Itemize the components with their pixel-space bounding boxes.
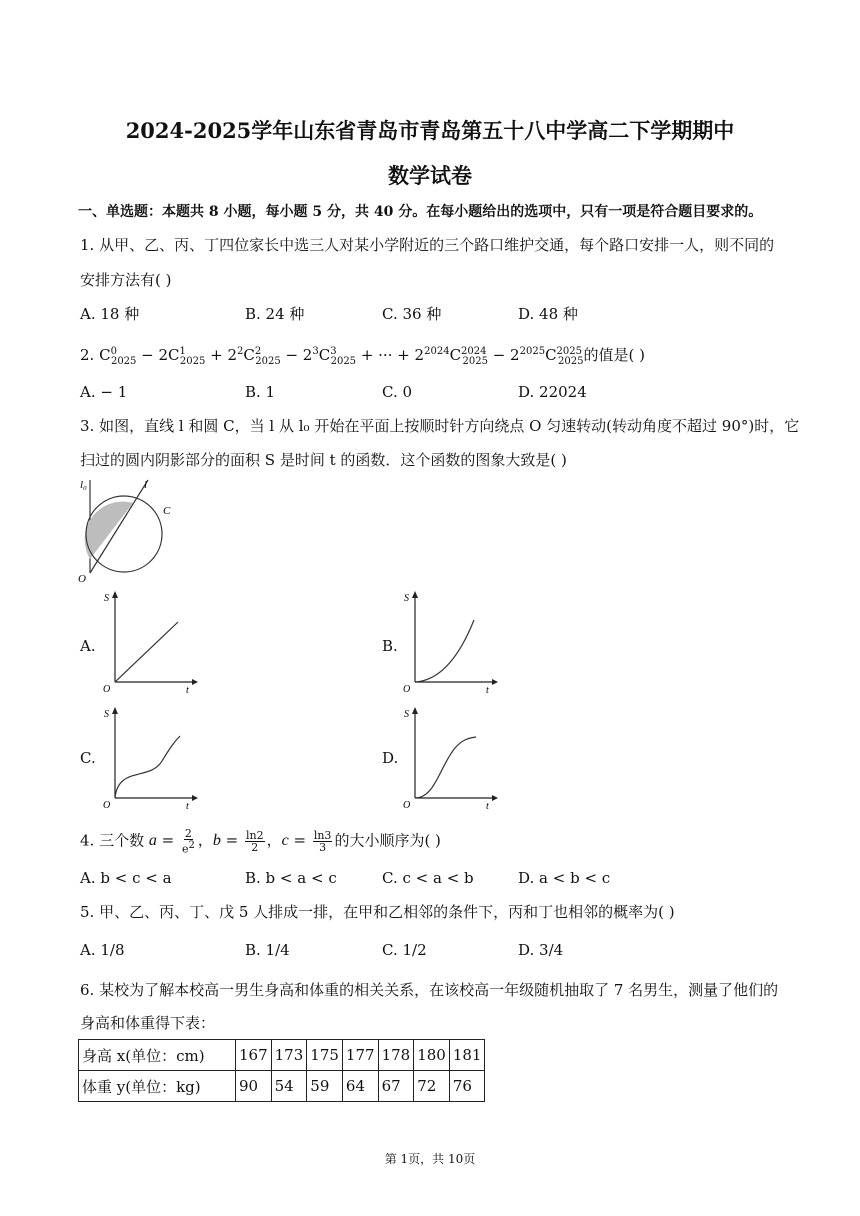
q1-option-c: C. 36 种 xyxy=(382,305,442,323)
q2-option-c: C. 0 xyxy=(382,383,413,401)
graph-d-t-label: t xyxy=(486,801,489,812)
q3-circle-figure xyxy=(78,478,178,588)
q5-option-d: D. 3/4 xyxy=(518,941,564,959)
table-cell: 59 xyxy=(307,1071,343,1102)
graph-c-t-label: t xyxy=(186,801,189,812)
q4-expression: a = $\frac{2}{e^2}$ ，b = $\frac{\ln 2}{2}$ ，c = $\frac{\ln 3}{3}$ xyxy=(148,827,332,856)
table-cell: 167 xyxy=(236,1040,272,1071)
graph-d-s-label: S xyxy=(404,709,409,720)
q5-line1: 5. 甲、乙、丙、丁、戊 5 人排成一排，在甲和乙相邻的条件下，丙和丁也相邻的概率为( ) xyxy=(80,903,675,921)
graph-b-s-label: S xyxy=(404,593,409,604)
q4-option-a: A. b < c < a xyxy=(80,869,172,887)
table-cell: 76 xyxy=(449,1071,485,1102)
q2-line xyxy=(80,342,645,372)
fig-label-l: l xyxy=(144,479,148,491)
q6-line1: 6. 某校为了解本校高一男生身高和体重的相关关系，在该校高一年级随机抽取了 7 名男生，测量了他们的 xyxy=(80,981,779,999)
table-row-label: 体重 y(单位：kg) xyxy=(79,1071,236,1102)
q4-option-d: D. a < b < c xyxy=(518,869,611,887)
exam-title-line1: 2024-2025学年山东省青岛市青岛第五十八中学高二下学期期中 xyxy=(125,118,735,143)
q5-option-b: B. 1/4 xyxy=(245,941,290,959)
q2-prefix: 2. xyxy=(80,346,100,364)
q1-option-a: A. 18 种 xyxy=(80,305,140,323)
q1-option-b: B. 24 种 xyxy=(245,305,305,323)
graph-d-o-label: O xyxy=(403,800,411,811)
q3-graph-c xyxy=(100,706,200,811)
graph-b-t-label: t xyxy=(486,685,489,696)
height-weight-table xyxy=(78,1039,485,1102)
q4-prefix: 4. 三个数 xyxy=(80,831,149,850)
exam-title-line2: 数学试卷 xyxy=(388,163,472,188)
q1-line1: 1. 从甲、乙、丙、丁四位家长中选三人对某小学附近的三个路口维护交通，每个路口安排一人，则不同的 xyxy=(80,236,775,254)
table-cell: 64 xyxy=(342,1071,378,1102)
q3-graph-a xyxy=(100,590,200,695)
table-cell: 67 xyxy=(378,1071,414,1102)
fig-label-o: O xyxy=(78,573,86,585)
table-row-label: 身高 x(单位：cm) xyxy=(79,1040,236,1071)
table-cell: 178 xyxy=(378,1040,414,1071)
table-cell: 175 xyxy=(307,1040,343,1071)
table-cell: 177 xyxy=(342,1040,378,1071)
table-row xyxy=(79,1040,485,1071)
q2-expression: $C^0_{2025} - 2C^1_{2025} + 2^2C^2_{2025} - 2^3C^3_{2025}$ + ··· + $2^{2024}C^{2024}_{2025} - 2^{2025}C^{2025}_{2025}$ xyxy=(99,346,584,367)
table-cell: 173 xyxy=(271,1040,307,1071)
graph-c-s-label: S xyxy=(104,709,109,720)
table-cell: 54 xyxy=(271,1071,307,1102)
q3-option-a-letter: A. xyxy=(80,637,96,655)
q2-option-b: B. 1 xyxy=(245,383,276,401)
q3-graph-d xyxy=(400,706,500,811)
q4-line xyxy=(80,828,441,855)
table-cell: 72 xyxy=(414,1071,450,1102)
page-footer: 第 1页，共 10页 xyxy=(384,1152,476,1166)
q6-line2: 身高和体重得下表： xyxy=(80,1014,216,1032)
q5-option-a: A. 1/8 xyxy=(80,941,125,959)
graph-a-s-label: S xyxy=(104,593,109,604)
q4-option-b: B. b < a < c xyxy=(245,869,337,887)
q3-line1: 3. 如图，直线 l 和圆 C，当 l 从 l₀ 开始在平面上按顺时针方向绕点 O 匀速转动(转动角度不超过 90°)时，它 xyxy=(80,417,800,435)
graph-a-t-label: t xyxy=(186,685,189,696)
table-cell: 90 xyxy=(236,1071,272,1102)
q5-option-c: C. 1/2 xyxy=(382,941,427,959)
fig-label-c: C xyxy=(163,505,171,517)
q2-option-d: D. 22024 xyxy=(518,383,587,401)
fig-label-l0: l₀ xyxy=(80,479,87,491)
q1-line2: 安排方法有( ) xyxy=(80,271,172,289)
q2-option-a: A. − 1 xyxy=(80,383,128,401)
graph-c-o-label: O xyxy=(103,800,111,811)
graph-a-o-label: O xyxy=(103,684,111,695)
q4-option-c: C. c < a < b xyxy=(382,869,474,887)
q3-option-d-letter: D. xyxy=(382,749,399,767)
section-heading: 一、单选题：本题共 8 小题，每小题 5 分，共 40 分。在每小题给出的选项中，只有一项是符合题目要求的。 xyxy=(78,204,763,220)
q3-option-b-letter: B. xyxy=(382,637,398,655)
q1-option-d: D. 48 种 xyxy=(518,305,578,323)
q2-suffix: 的值是( ) xyxy=(583,346,645,364)
table-cell: 181 xyxy=(449,1040,485,1071)
graph-b-o-label: O xyxy=(403,684,411,695)
table-cell: 180 xyxy=(414,1040,450,1071)
q3-graph-b xyxy=(400,590,500,695)
table-row xyxy=(79,1071,485,1102)
q3-option-c-letter: C. xyxy=(80,749,96,767)
q4-suffix: 的大小顺序为( ) xyxy=(334,831,441,850)
q3-line2: 扫过的圆内阴影部分的面积 S 是时间 t 的函数．这个函数的图象大致是( ) xyxy=(80,451,567,469)
